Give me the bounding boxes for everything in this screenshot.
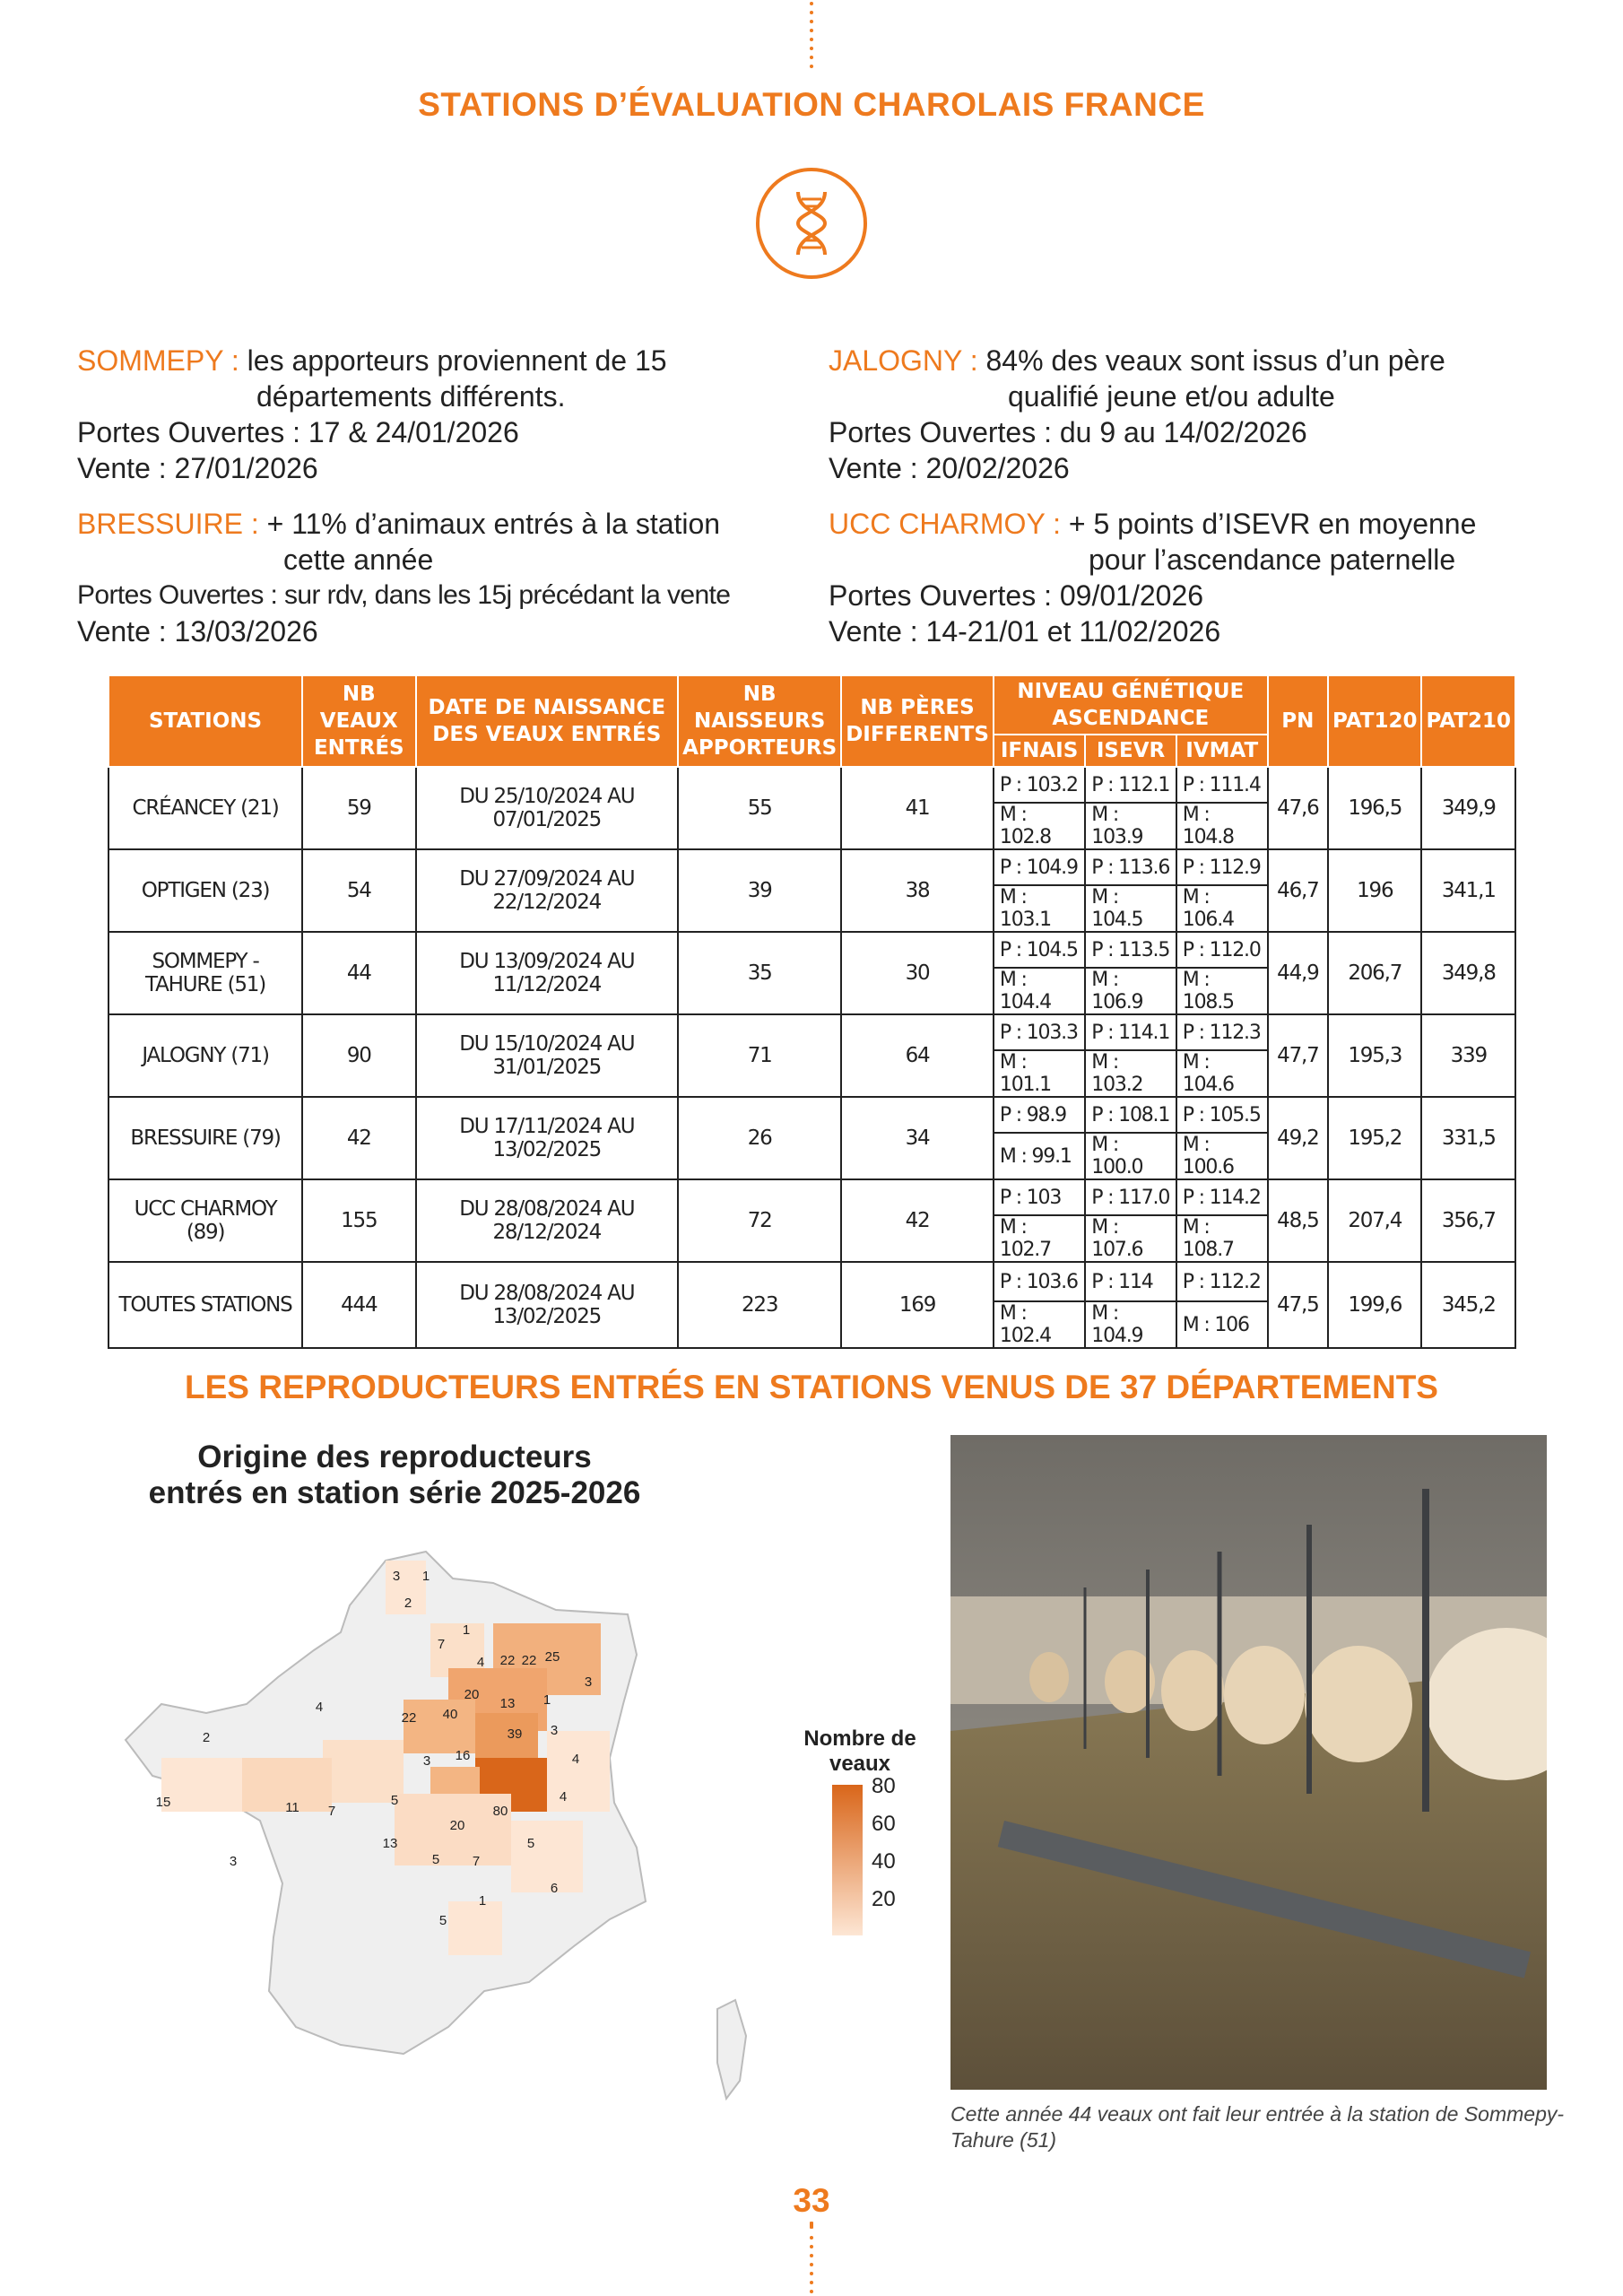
department-count-label: 4 (315, 1700, 324, 1715)
cell-niveau-m: M : 106 (1176, 1301, 1268, 1348)
department-count-label: 3 (584, 1674, 593, 1690)
section-title: LES REPRODUCTEURS ENTRÉS EN STATIONS VENUS DE 37 DÉPARTEMENTS (185, 1369, 1438, 1405)
cell-date: DU 13/09/2024 AU 11/12/2024 (416, 932, 679, 1014)
header-ivmat: IVMAT (1176, 735, 1268, 767)
cell-date: DU 15/10/2024 AU 31/01/2025 (416, 1014, 679, 1097)
dna-icon (755, 167, 868, 280)
station-note: 84% des veaux sont issus d’un père (985, 344, 1445, 377)
department-count-label: 5 (526, 1836, 535, 1851)
bottom-dotted-line (810, 2220, 813, 2296)
page-title: STATIONS D’ÉVALUATION CHAROLAIS FRANCE (418, 86, 1205, 123)
cell-niveau-p: P : 117.0 (1085, 1179, 1176, 1215)
header-ifnais: IFNAIS (994, 735, 1085, 767)
vente-date: Vente : 14-21/01 et 11/02/2026 (829, 615, 1221, 648)
department-count-label: 39 (507, 1726, 523, 1742)
cell-niveau-m: M : 103.9 (1085, 803, 1176, 849)
legend-title: Nombre de veaux (803, 1726, 916, 1776)
department-count-label: 6 (550, 1881, 559, 1896)
department-count-label: 7 (472, 1854, 481, 1869)
map-title-line: Origine des reproducteurs (197, 1439, 592, 1474)
cell-pat120: 195,3 (1328, 1014, 1421, 1097)
department-count-label: 3 (550, 1723, 559, 1738)
station-note-cont: cette année (283, 544, 434, 576)
cell-niveau-m: M : 100.6 (1176, 1133, 1268, 1179)
cell-niveau-p: P : 104.5 (994, 932, 1085, 968)
legend-gradient (832, 1785, 863, 1935)
department-count-label: 3 (422, 1753, 431, 1769)
cell-pn: 46,7 (1268, 849, 1328, 932)
cell-niveau-p: P : 103.3 (994, 1014, 1085, 1050)
cell-station: SOMMEPY - TAHURE (51) (108, 932, 302, 1014)
cell-veaux: 444 (302, 1262, 415, 1348)
vente-date: Vente : 20/02/2026 (829, 452, 1070, 484)
cell-niveau-p: P : 112.9 (1176, 849, 1268, 885)
cell-niveau-p: P : 112.2 (1176, 1262, 1268, 1301)
cell-niveau-p: P : 103.6 (994, 1262, 1085, 1301)
cell-niveau-m: M : 102.7 (994, 1215, 1085, 1262)
cell-niveau-m: M : 106.4 (1176, 885, 1268, 932)
cell-naisseurs: 71 (678, 1014, 841, 1097)
table-row (108, 849, 1515, 885)
vente-date: Vente : 13/03/2026 (77, 615, 318, 648)
cell-niveau-m: M : 100.0 (1085, 1133, 1176, 1179)
department-count-label: 2 (202, 1730, 211, 1745)
table-row (108, 1262, 1515, 1301)
cell-date: DU 17/11/2024 AU 13/02/2025 (416, 1097, 679, 1179)
department-count-label: 25 (544, 1649, 560, 1665)
cell-naisseurs: 39 (678, 849, 841, 932)
legend-tick: 80 (872, 1774, 896, 1798)
header-stations: STATIONS (108, 675, 302, 767)
table-row (108, 1097, 1515, 1133)
department-count-label: 1 (478, 1893, 487, 1909)
department-count-label: 1 (462, 1622, 471, 1638)
department-count-label: 5 (390, 1793, 399, 1808)
cell-niveau-p: P : 98.9 (994, 1097, 1085, 1133)
department-count-label: 22 (499, 1653, 516, 1668)
station-note: les apporteurs proviennent de 15 (247, 344, 667, 377)
cell-date: DU 25/10/2024 AU 07/01/2025 (416, 767, 679, 849)
station-label: UCC CHARMOY : (829, 508, 1061, 540)
cell-niveau-m: M : 108.5 (1176, 968, 1268, 1014)
cell-peres: 42 (841, 1179, 994, 1262)
department-count-label: 13 (382, 1836, 398, 1851)
header-pn: PN (1268, 675, 1328, 767)
cell-station: TOUTES STATIONS (108, 1262, 302, 1348)
department-count-label: 5 (438, 1913, 447, 1928)
cell-pn: 47,6 (1268, 767, 1328, 849)
cell-niveau-m: M : 104.9 (1085, 1301, 1176, 1348)
cell-niveau-p: P : 112.1 (1085, 767, 1176, 803)
legend-tick: 60 (872, 1812, 896, 1836)
cell-date: DU 28/08/2024 AU 13/02/2025 (416, 1262, 679, 1348)
cell-niveau-m: M : 107.6 (1085, 1215, 1176, 1262)
department-count-label: 7 (437, 1637, 446, 1652)
cell-veaux: 44 (302, 932, 415, 1014)
barn-cattle-photo (950, 1435, 1547, 2090)
cell-pat210: 345,2 (1421, 1262, 1515, 1348)
cell-peres: 41 (841, 767, 994, 849)
department-count-label: 2 (404, 1596, 412, 1611)
station-note-cont: départements différents. (256, 380, 566, 413)
cell-station: JALOGNY (71) (108, 1014, 302, 1097)
cell-pat120: 199,6 (1328, 1262, 1421, 1348)
cell-niveau-m: M : 104.8 (1176, 803, 1268, 849)
department-count-label: 7 (327, 1804, 336, 1819)
cell-pat210: 341,1 (1421, 849, 1515, 932)
department-count-label: 15 (155, 1795, 171, 1810)
cell-niveau-p: P : 103.2 (994, 767, 1085, 803)
info-sommepy (77, 343, 812, 486)
department (547, 1731, 610, 1812)
header-naisseurs: NB NAISSEURS APPORTEURS (678, 675, 841, 767)
portes-ouvertes: Portes Ouvertes : 09/01/2026 (829, 579, 1204, 612)
cell-veaux: 155 (302, 1179, 415, 1262)
station-label: SOMMEPY : (77, 344, 239, 377)
department-count-label: 22 (401, 1710, 417, 1726)
header-peres: NB PÈRES DIFFERENTS (841, 675, 994, 767)
cell-pat120: 195,2 (1328, 1097, 1421, 1179)
department (401, 1700, 475, 1753)
header-pat210: PAT210 (1421, 675, 1515, 767)
cell-pn: 47,5 (1268, 1262, 1328, 1348)
cell-niveau-m: M : 106.9 (1085, 968, 1176, 1014)
table-row (108, 932, 1515, 968)
cell-peres: 34 (841, 1097, 994, 1179)
cell-station: OPTIGEN (23) (108, 849, 302, 932)
cell-pat120: 196,5 (1328, 767, 1421, 849)
cell-pn: 44,9 (1268, 932, 1328, 1014)
cell-niveau-p: P : 111.4 (1176, 767, 1268, 803)
cell-niveau-m: M : 102.4 (994, 1301, 1085, 1348)
cell-naisseurs: 26 (678, 1097, 841, 1179)
cell-date: DU 28/08/2024 AU 28/12/2024 (416, 1179, 679, 1262)
department-count-label: 20 (464, 1687, 480, 1702)
table-row (108, 767, 1515, 803)
cell-pat120: 207,4 (1328, 1179, 1421, 1262)
cell-peres: 64 (841, 1014, 994, 1097)
department (161, 1758, 242, 1812)
cell-niveau-p: P : 114 (1085, 1262, 1176, 1301)
cell-naisseurs: 72 (678, 1179, 841, 1262)
cell-pn: 49,2 (1268, 1097, 1328, 1179)
cell-niveau-p: P : 114.1 (1085, 1014, 1176, 1050)
cell-station: CRÉANCEY (21) (108, 767, 302, 849)
department-count-label: 3 (229, 1854, 238, 1869)
cell-niveau-m: M : 108.7 (1176, 1215, 1268, 1262)
header-isevr: ISEVR (1085, 735, 1176, 767)
cell-naisseurs: 223 (678, 1262, 841, 1348)
cell-date: DU 27/09/2024 AU 22/12/2024 (416, 849, 679, 932)
station-label: BRESSUIRE : (77, 508, 259, 540)
department-count-label: 4 (571, 1752, 580, 1767)
cell-niveau-m: M : 104.4 (994, 968, 1085, 1014)
cell-niveau-p: P : 112.0 (1176, 932, 1268, 968)
cell-niveau-m: M : 102.8 (994, 803, 1085, 849)
department-count-label: 13 (499, 1696, 516, 1711)
cell-pn: 47,7 (1268, 1014, 1328, 1097)
department-count-label: 40 (442, 1707, 458, 1722)
cell-veaux: 59 (302, 767, 415, 849)
cell-pat210: 349,9 (1421, 767, 1515, 849)
cell-niveau-p: P : 113.6 (1085, 849, 1176, 885)
cell-niveau-p: P : 114.2 (1176, 1179, 1268, 1215)
stations-table (108, 674, 1516, 1349)
header-pat120: PAT120 (1328, 675, 1421, 767)
cell-pat210: 331,5 (1421, 1097, 1515, 1179)
department-count-label: 16 (455, 1748, 471, 1763)
department (511, 1821, 583, 1892)
cell-peres: 30 (841, 932, 994, 1014)
info-ucc-charmoy (829, 506, 1564, 649)
department-count-label: 4 (559, 1789, 568, 1805)
department-count-label: 1 (542, 1692, 551, 1708)
department-count-label: 1 (421, 1569, 430, 1584)
cell-pat120: 206,7 (1328, 932, 1421, 1014)
department-count-label: 5 (431, 1852, 440, 1867)
photo-caption: Cette année 44 veaux ont fait leur entrée à la station de Sommepy-Tahure (51) (950, 2102, 1565, 2152)
cell-niveau-p: P : 108.1 (1085, 1097, 1176, 1133)
cell-niveau-p: P : 104.9 (994, 849, 1085, 885)
cell-station: BRESSUIRE (79) (108, 1097, 302, 1179)
department-count-label: 20 (449, 1818, 465, 1833)
portes-ouvertes: Portes Ouvertes : du 9 au 14/02/2026 (829, 416, 1307, 448)
cell-naisseurs: 55 (678, 767, 841, 849)
station-label: JALOGNY : (829, 344, 978, 377)
cell-station: UCC CHARMOY (89) (108, 1179, 302, 1262)
cell-naisseurs: 35 (678, 932, 841, 1014)
corsica-outline (717, 2000, 746, 2099)
cell-peres: 38 (841, 849, 994, 932)
station-note: + 5 points d’ISEVR en moyenne (1068, 508, 1477, 540)
page-number: 33 (793, 2182, 830, 2219)
table-row (108, 1014, 1515, 1050)
map-title (108, 1439, 681, 1511)
header-niveau: NIVEAU GÉNÉTIQUE ASCENDANCE (994, 675, 1268, 735)
table-row (108, 1179, 1515, 1215)
legend-tick: 40 (872, 1849, 896, 1874)
portes-ouvertes: Portes Ouvertes : sur rdv, dans les 15j précédant la vente (77, 580, 731, 610)
station-note-cont: pour l’ascendance paternelle (1089, 544, 1456, 576)
cell-niveau-p: P : 103 (994, 1179, 1085, 1215)
info-bressuire (77, 506, 812, 649)
vente-date: Vente : 27/01/2026 (77, 452, 318, 484)
cell-pn: 48,5 (1268, 1179, 1328, 1262)
cell-veaux: 42 (302, 1097, 415, 1179)
top-dotted-line (810, 0, 813, 74)
cell-niveau-p: P : 105.5 (1176, 1097, 1268, 1133)
cell-pat210: 339 (1421, 1014, 1515, 1097)
info-jalogny (829, 343, 1564, 486)
station-note: + 11% d’animaux entrés à la station (266, 508, 721, 540)
cell-niveau-m: M : 99.1 (994, 1133, 1085, 1179)
header-date: DATE DE NAISSANCE DES VEAUX ENTRÉS (416, 675, 679, 767)
cell-veaux: 90 (302, 1014, 415, 1097)
department-count-label: 80 (492, 1804, 508, 1819)
header-nb-veaux: NB VEAUX ENTRÉS (302, 675, 415, 767)
portes-ouvertes: Portes Ouvertes : 17 & 24/01/2026 (77, 416, 519, 448)
department (448, 1901, 502, 1955)
department-count-label: 11 (285, 1800, 299, 1815)
cell-veaux: 54 (302, 849, 415, 932)
cell-pat120: 196 (1328, 849, 1421, 932)
cell-niveau-m: M : 101.1 (994, 1050, 1085, 1097)
map-title-line: entrés en station série 2025-2026 (148, 1475, 641, 1510)
station-note-cont: qualifié jeune et/ou adulte (1008, 380, 1335, 413)
cell-pat210: 356,7 (1421, 1179, 1515, 1262)
france-map (108, 1525, 807, 2152)
cell-niveau-m: M : 104.5 (1085, 885, 1176, 932)
legend-tick: 20 (872, 1887, 896, 1911)
department-count-label: 4 (476, 1655, 485, 1670)
cell-niveau-p: P : 113.5 (1085, 932, 1176, 968)
cell-niveau-m: M : 104.6 (1176, 1050, 1268, 1097)
department-count-label: 22 (521, 1653, 537, 1668)
cell-pat210: 349,8 (1421, 932, 1515, 1014)
cell-peres: 169 (841, 1262, 994, 1348)
cell-niveau-m: M : 103.1 (994, 885, 1085, 932)
cell-niveau-p: P : 112.3 (1176, 1014, 1268, 1050)
cell-niveau-m: M : 103.2 (1085, 1050, 1176, 1097)
department-count-label: 3 (392, 1569, 401, 1584)
